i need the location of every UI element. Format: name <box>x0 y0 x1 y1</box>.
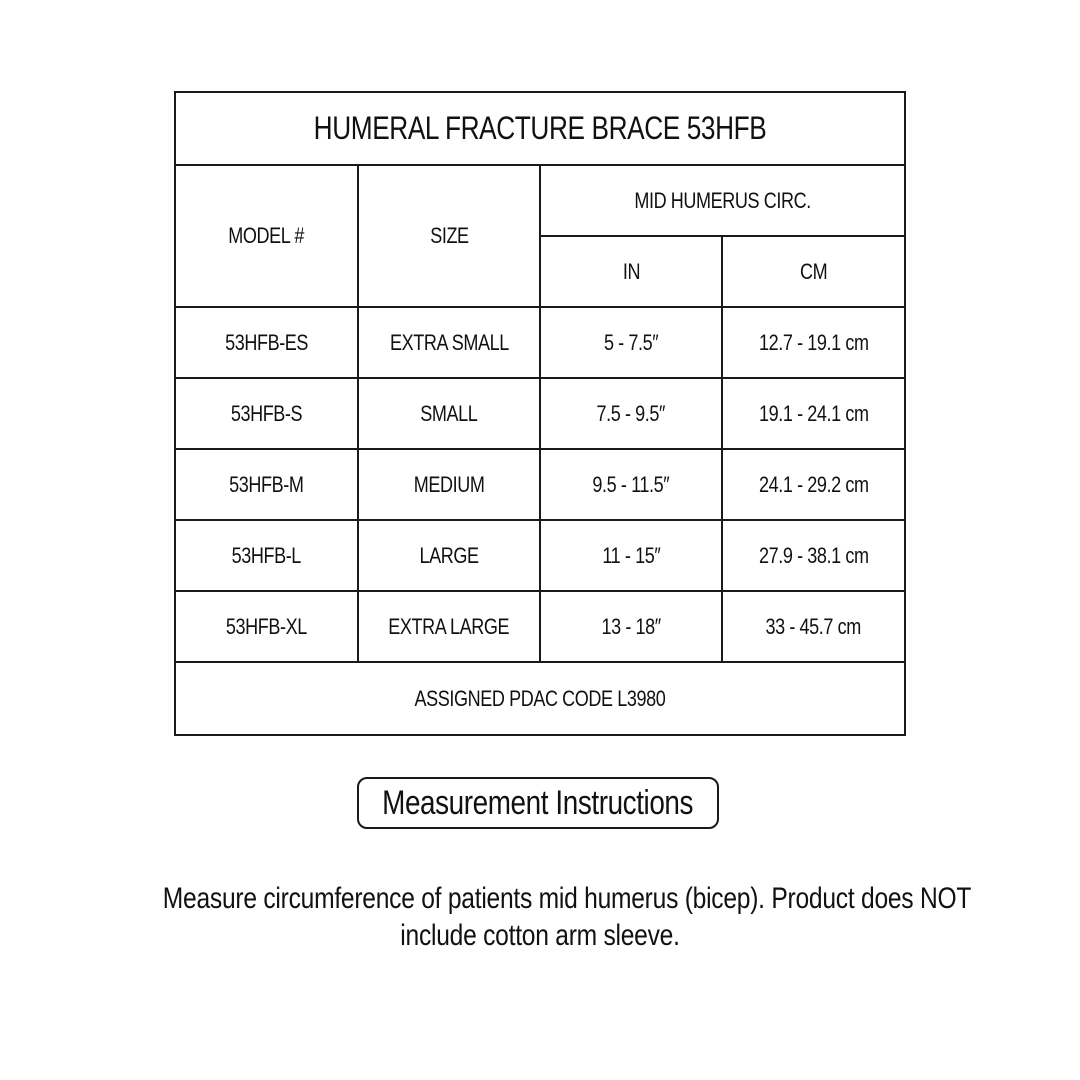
cell-size: MEDIUM <box>358 449 540 520</box>
header-in: IN <box>540 236 722 307</box>
header-cm: CM <box>722 236 905 307</box>
measurement-instructions-text <box>80 880 1000 954</box>
header-size: SIZE <box>358 165 540 307</box>
size-chart-table <box>174 91 906 736</box>
cell-cm: 19.1 - 24.1 cm <box>722 378 905 449</box>
cell-model: 53HFB-L <box>175 520 358 591</box>
cell-in: 9.5 - 11.5″ <box>540 449 722 520</box>
instructions-line-1: Measure circumference of patients mid humerus (bicep). Product does NOT <box>162 882 972 915</box>
cell-in: 5 - 7.5″ <box>540 307 722 378</box>
cell-size: EXTRA SMALL <box>358 307 540 378</box>
table-row <box>175 449 905 520</box>
cell-in: 13 - 18″ <box>540 591 722 662</box>
table-row <box>175 307 905 378</box>
cell-model: 53HFB-S <box>175 378 358 449</box>
instructions-line-2: include cotton arm sleeve. <box>400 919 680 952</box>
cell-in: 11 - 15″ <box>540 520 722 591</box>
title-row <box>175 92 905 165</box>
table-row <box>175 378 905 449</box>
measurement-instructions-heading: Measurement Instructions <box>357 777 719 829</box>
cell-model: 53HFB-XL <box>175 591 358 662</box>
header-row <box>175 165 905 236</box>
table-title: HUMERAL FRACTURE BRACE 53HFB <box>175 92 905 165</box>
footer-row <box>175 662 905 735</box>
table-row <box>175 520 905 591</box>
cell-size: EXTRA LARGE <box>358 591 540 662</box>
cell-model: 53HFB-M <box>175 449 358 520</box>
cell-cm: 33 - 45.7 cm <box>722 591 905 662</box>
cell-size: SMALL <box>358 378 540 449</box>
cell-in: 7.5 - 9.5″ <box>540 378 722 449</box>
header-circ: MID HUMERUS CIRC. <box>540 165 905 236</box>
cell-model: 53HFB-ES <box>175 307 358 378</box>
cell-size: LARGE <box>358 520 540 591</box>
header-model: MODEL # <box>175 165 358 307</box>
pdac-code: ASSIGNED PDAC CODE L3980 <box>175 662 905 735</box>
cell-cm: 24.1 - 29.2 cm <box>722 449 905 520</box>
table-row <box>175 591 905 662</box>
cell-cm: 12.7 - 19.1 cm <box>722 307 905 378</box>
cell-cm: 27.9 - 38.1 cm <box>722 520 905 591</box>
